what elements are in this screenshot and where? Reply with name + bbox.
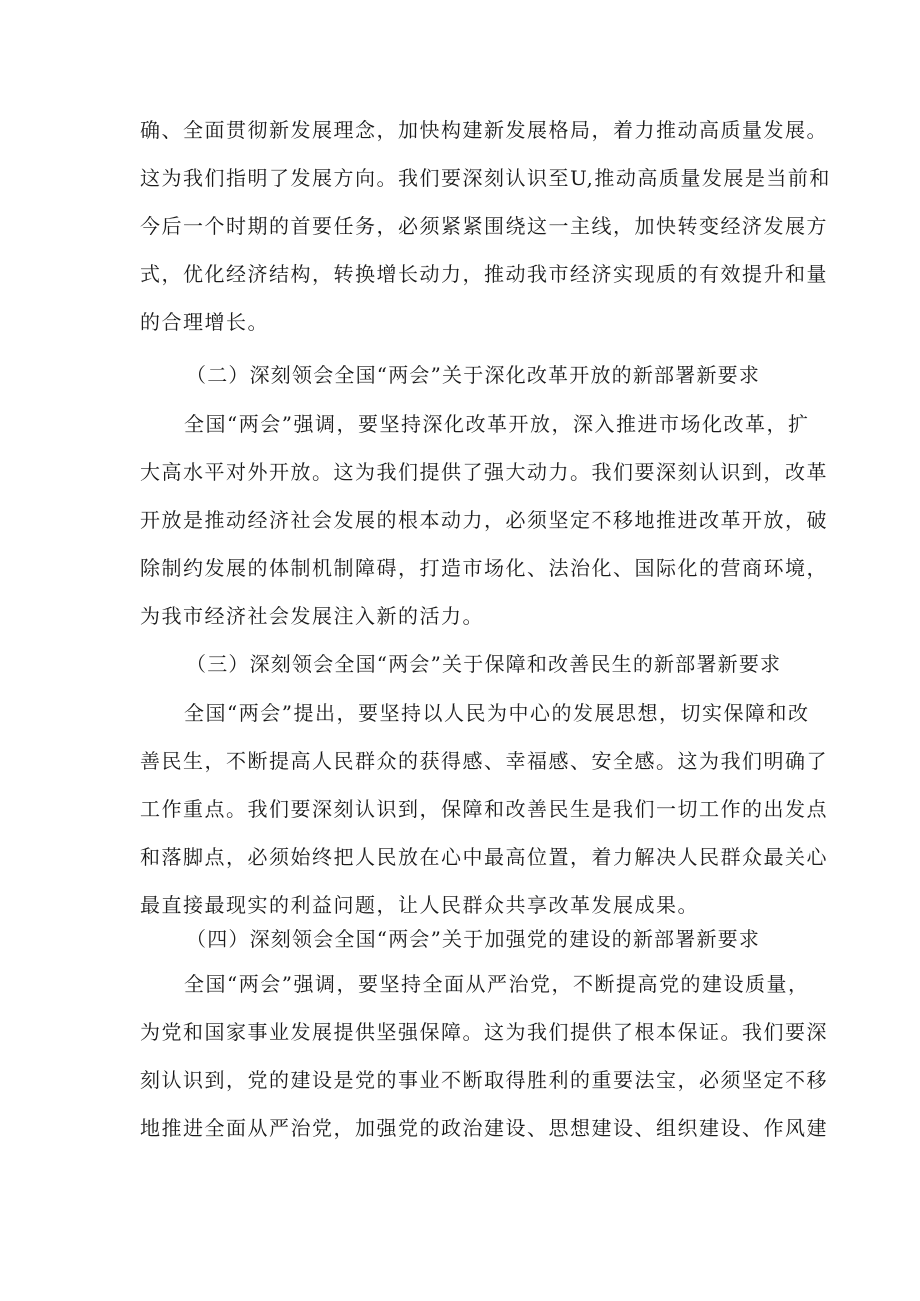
- paragraph-reform: [140, 400, 828, 640]
- text-line: 善民生，不断提高人民群众的获得感、幸福感、安全感。这为我们明确了: [140, 749, 828, 773]
- text-line: 和落脚点，必须始终把人民放在心中最高位置，着力解决人民群众最关心: [140, 845, 828, 869]
- text-line: 地推进全面从严治党，加强党的政治建设、思想建设、组织建设、作风建: [140, 1116, 828, 1140]
- text-line: 工作重点。我们要深刻认识到，保障和改善民生是我们一切工作的出发点: [140, 797, 828, 821]
- text-line: 除制约发展的体制机制障碍，打造市场化、法治化、国际化的营商环境，: [140, 556, 828, 580]
- text-line: 式，优化经济结构，转换增长动力，推动我市经济实现质的有效提升和量: [140, 262, 828, 286]
- text-line: 今后一个时期的首要任务，必须紧紧围绕这一主线，加快转变经济发展方: [140, 214, 828, 238]
- text-line: 这为我们指明了发展方向。我们要深刻认识至U,推动高质量发展是当前和: [140, 166, 831, 190]
- text-line: 的合理增长。: [140, 310, 269, 334]
- text-line: 为党和国家事业发展提供坚强保障。这为我们提供了根本保证。我们要深: [140, 1020, 828, 1044]
- text-line: 大高水平对外开放。这为我们提供了强大动力。我们要深刻认识到，改革: [140, 460, 828, 484]
- text-line: 开放是推动经济社会发展的根本动力，必须坚定不移地推进改革开放，破: [140, 508, 828, 532]
- section-heading-reform: （二）深刻领会全国“两会”关于深化改革开放的新部署新要求: [186, 363, 761, 387]
- section-heading-party-building: （四）深刻领会全国“两会”关于加强党的建设的新部署新要求: [186, 927, 761, 951]
- section-heading-livelihood: （三）深刻领会全国“两会”关于保障和改善民生的新部署新要求: [186, 652, 782, 676]
- text-line: 全国“两会”强调，要坚持全面从严治党，不断提高党的建设质量，: [184, 972, 810, 996]
- paragraph-development: [140, 106, 831, 346]
- text-line: 为我市经济社会发展注入新的活力。: [140, 604, 484, 628]
- text-line: 刻认识到，党的建设是党的事业不断取得胜利的重要法宝，必须坚定不移: [140, 1068, 828, 1092]
- paragraph-party-building: [140, 960, 828, 1152]
- text-line: 全国“两会”强调，要坚持深化改革开放，深入推进市场化改革，扩: [184, 412, 810, 436]
- text-line: 最直接最现实的利益问题，让人民群众共享改革发展成果。: [140, 893, 699, 917]
- text-line: 确、全面贯彻新发展理念，加快构建新发展格局，着力推动高质量发展。: [140, 118, 828, 142]
- text-line: 全国“两会”提出，要坚持以人民为中心的发展思想，切实保障和改: [184, 701, 810, 725]
- paragraph-livelihood: [140, 689, 828, 929]
